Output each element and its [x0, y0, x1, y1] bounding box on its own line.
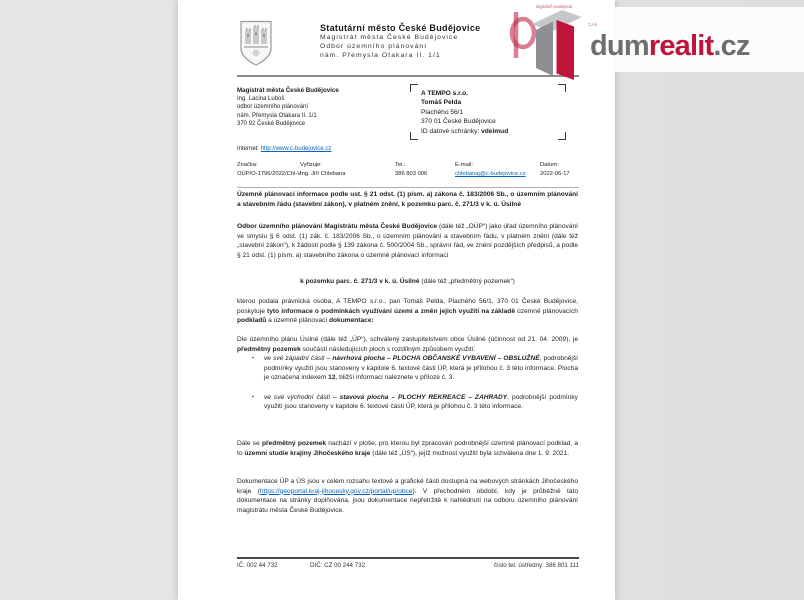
letterhead-title: Statutární město České Budějovice — [320, 23, 481, 33]
signature-stamp-fragment: CA k — [588, 22, 598, 27]
email-link[interactable]: chlebanaj@c-budejovice.cz — [455, 171, 526, 177]
footer-phone: číslo tel. ústředny: 386 801 111 — [493, 562, 579, 569]
recipient-line: Plachého 56/1 — [421, 108, 464, 116]
paragraph-authority: Odbor územního plánování Magistrátu města České Budějovice (dále též „OÚP“) jako úřad územního plánování ve smyslu § 6 odst. (1) zák. č. 183/2006 Sb., o územním plánování a stavebním řádu, v platném znění (dále též „stavební zákon“), k žádosti podle § 139 zákona č. 500/2004 Sb., správní řád, ve znění pozdějších předpisů, a podle § 21 odst. (1) písm. a) stavebního zákona o územně plánovací informaci — [237, 223, 578, 259]
meta-email: E-mail: chlebanaj@c-budejovice.cz — [455, 162, 526, 177]
meta-znacka: Značka: OÚP/O-1796/2022/Chl-V — [237, 162, 302, 177]
brand-realit: realit — [648, 30, 714, 62]
paragraph-applicant: kterou podala právnická osoba, A TEMPO s.r.o., pan Tomáš Pelda, Plachého 56/1, 370 01 České Budějovice, poskytuje tyto informace o podmínkách využívání území a změn jejich využití na základě územně plánovacích podkladů a územně plánovací dokumentace: — [237, 298, 578, 324]
window-corner — [410, 84, 418, 92]
footer-divider — [237, 557, 579, 559]
letterhead-line: Odbor územního plánování — [320, 43, 428, 51]
recipient-window — [410, 84, 566, 140]
reference-divider — [237, 187, 579, 188]
sender-line: Ing. Lacina Luboš — [237, 96, 285, 103]
recipient-line: 370 01 České Budějovice — [421, 118, 496, 126]
document-page — [178, 0, 615, 600]
footer-dic: DIČ: CZ 00 244 732 — [310, 562, 366, 569]
sender-line: 370 92 České Budějovice — [237, 120, 306, 127]
list-item: ▪ ve své východní části – stavová plocha – PLOCHY REKREACE – ZAHRADY, podrobnější podmínky využití jsou stanoveny v kapitole 6. textové části ÚP, která je přílohou č. 3 této informace. — [252, 393, 578, 410]
footer-ic: IČ: 002 44 732 — [237, 562, 278, 569]
sender-line: Magistrát města České Budějovice — [237, 87, 339, 94]
link[interactable]: https://geoportal.kraj-jihocesky.gov.cz/portal/up/obce — [259, 487, 413, 495]
brand-tld: .cz — [713, 30, 750, 62]
meta-datum: Datum: 2022-06-17 — [540, 162, 570, 177]
paragraph-subject: Územně plánovací informace podle ust. § 21 odst. (1) písm. a) zákona č. 183/2006 Sb., o územním plánování a stavebním řádu (stavební zákon), v platném znění, k pozemku parc. č. 271/3 v k. ú. Úsilné — [237, 191, 578, 208]
land-use-list — [252, 354, 578, 422]
meta-tel: Tel.: 386 803 006 — [395, 162, 428, 177]
recipient-line: Tomáš Pelda — [421, 99, 462, 107]
city-crest-icon — [239, 20, 273, 67]
sender-line: nám. Přemysla Otakara II. 1/1 — [237, 112, 317, 119]
recipient-line: A TEMPO s.r.o. — [421, 90, 469, 97]
paragraph-study: Dále se předmětný pozemek nachází v ploše, pro kterou byl zpracován podrobnější územně plánovací podklad, a to územní studie krajiny Jihočeského kraje (dále též „ÚS“), jejíž možnost využití byla schválena dne 1. 9. 2021. — [237, 440, 578, 457]
list-item: ▪ ve své západní části – návrhová plocha – PLOCHA OBČANSKÉ VYBAVENÍ – OBSLUŽNÉ, podrobnější podmínky využití jsou stanoveny v kapitole 6. textové části ÚP, která je přílohou č. 3 této informace. Plocha je označena indexem 12, bližší informaci naleznete v příloze č. 3. — [252, 355, 578, 381]
window-corner — [558, 84, 566, 92]
paragraph-parcel: k pozemku parc. č. 271/3 v k. ú. Úsilné (dále též „předmětný pozemek“) — [300, 278, 515, 285]
recipient-line: ID datové schránky: vdeimud — [421, 127, 509, 135]
link[interactable]: http://www.c-budejovice.cz — [260, 146, 332, 152]
recipient-address — [421, 89, 508, 136]
brand-dum: dum — [590, 30, 649, 62]
bullet-icon: ▪ — [252, 393, 254, 400]
paragraph-plan: Dle územního plánu Úsilné (dále též „ÚP“), schválený zastupitelstvem obce Úsilné (účinnost od 21. 04. 2009), je předmětný pozemek součástí následujících ploch s rozdílným způsobem využití: — [237, 336, 578, 353]
signature-stamp-text: digitálně podepsal — [536, 4, 573, 9]
window-corner — [410, 132, 418, 140]
letterhead-line: nám. Přemysla Otakara II. 1/1 — [320, 52, 441, 60]
sender-address — [237, 87, 339, 128]
paragraph-docs: Dokumentace ÚP a ÚS jsou v celém rozsahu textové a grafické části dostupná na webových stránkách Jihočeského kraje (https://geoportal.kraj-jihocesky.gov.cz/portal/up/obce). V přechodném období, kdy je průběžně tato dokumentace na stránky doplňována, jsou dokumentace nepřetržitě k nahlédnutí na odboru územního plánování magistrátu města České Budějovice. — [237, 478, 578, 514]
letterhead — [320, 23, 480, 61]
internet-line: Internet: http://www.c-budejovice.cz — [237, 146, 332, 152]
header-divider — [237, 75, 579, 77]
meta-vyrizuje: Vyřizuje: Ing. Jiří Chlebana — [300, 162, 346, 177]
dumrealit-wordmark — [590, 30, 750, 63]
dumrealit-logo-icon — [532, 8, 582, 80]
reference-table — [237, 161, 578, 183]
sender-line: odbor územního plánování — [237, 104, 309, 111]
window-corner — [558, 132, 566, 140]
letterhead-line: Magistrát města České Budějovice — [320, 34, 459, 41]
bullet-icon: ▪ — [252, 355, 254, 361]
